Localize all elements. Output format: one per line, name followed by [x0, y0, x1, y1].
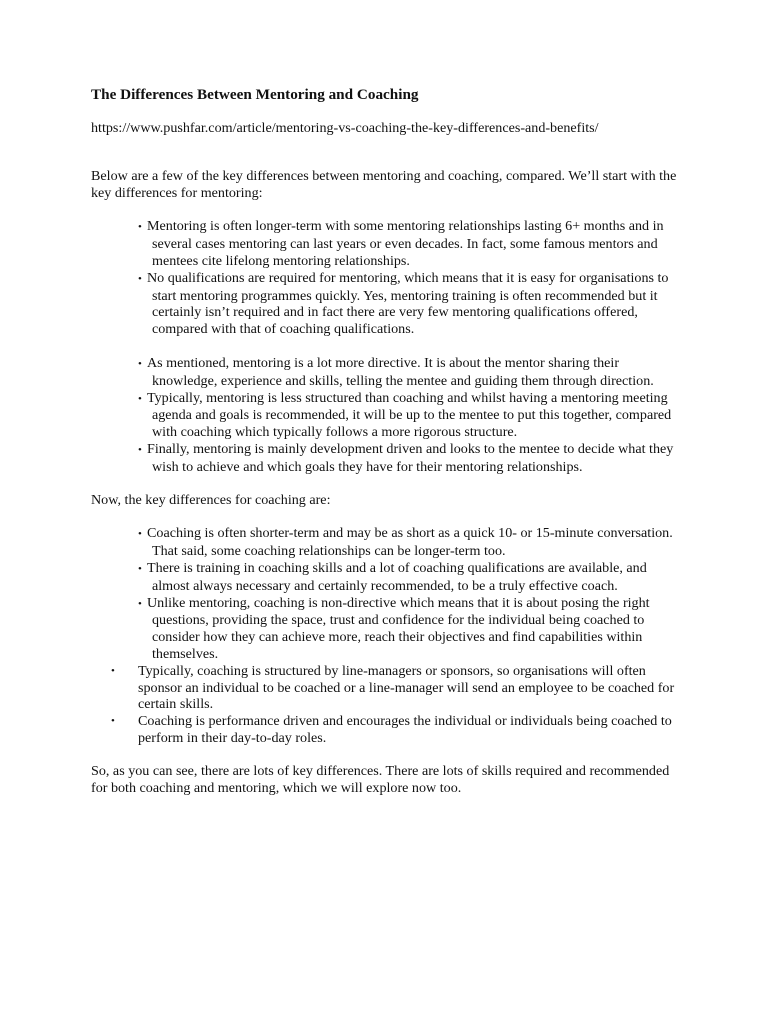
document-title: The Differences Between Mentoring and Coaching — [91, 86, 419, 103]
list-item-text: Coaching is often shorter-term and may be as short as a quick 10- or 15-minute conversation. That said, some coaching relationships can be longer-term too. — [147, 525, 673, 560]
list-item-text: As mentioned, mentoring is a lot more directive. It is about the mentor sharing their knowledge, experience and skills, telling the mentee and guiding them through direction. — [147, 354, 654, 389]
list-item — [91, 355, 681, 390]
list-item — [91, 525, 681, 560]
bullet-icon: • — [138, 221, 142, 234]
bullet-icon: • — [111, 664, 115, 677]
list-item-text: Unlike mentoring, coaching is non-directive which means that it is about posing the right questions, providing the space, trust and confidence for the individual being coached to consider how they can achieve more, reach their objectives and find capabilities within themselves. — [147, 594, 650, 662]
conclusion-paragraph: So, as you can see, there are lots of key differences. There are lots of skills required and recommended for both coaching and mentoring, which we will explore now too. — [91, 762, 670, 796]
list-item-text: Typically, mentoring is less structured than coaching and whilst having a mentoring meeting agenda and goals is recommended, it will be up to the mentee to put this together, compared with coaching which typically follows a more rigorous structure. — [147, 389, 672, 441]
list-item — [91, 270, 681, 338]
list-item-text: No qualifications are required for mentoring, which means that it is easy for organisations to start mentoring programmes quickly. Yes, mentoring training is often recommended but it certainly isn’t required and in fact there are very few mentoring qualifications offered, compared with that of coaching qualifications. — [147, 269, 669, 338]
list-item — [91, 218, 681, 269]
list-item — [91, 713, 681, 747]
bullet-icon: • — [111, 715, 115, 728]
list-item — [91, 663, 681, 713]
bullet-icon: • — [138, 357, 142, 370]
list-item-text: Coaching is performance driven and encourages the individual or individuals being coached to perform in their day-to-day roles. — [138, 713, 672, 746]
bullet-icon: • — [138, 528, 142, 541]
bullet-icon: • — [138, 562, 142, 575]
coaching-intro: Now, the key differences for coaching are: — [91, 491, 331, 508]
coaching-list-b — [91, 663, 681, 747]
mentoring-list-a — [91, 218, 681, 338]
bullet-icon: • — [138, 597, 142, 610]
list-item-text: Typically, coaching is structured by line-managers or sponsors, so organisations will often sponsor an individual to be coached or a line-manager will send an employee to be coached for certain skills. — [138, 662, 675, 713]
bullet-icon: • — [138, 272, 142, 285]
list-item — [91, 595, 681, 663]
list-item-text: Finally, mentoring is mainly development driven and looks to the mentee to decide what they wish to achieve and which goals they have for their mentoring relationships. — [147, 440, 674, 475]
list-item-text: There is training in coaching skills and a lot of coaching qualifications are available, and almost always necessary and certainly recommended, to be a truly effective coach. — [147, 559, 647, 594]
bullet-icon: • — [138, 392, 142, 405]
list-item — [91, 441, 681, 476]
source-url: https://www.pushfar.com/article/mentoring-vs-coaching-the-key-differences-and-benefits/ — [91, 120, 599, 136]
intro-paragraph: Below are a few of the key differences between mentoring and coaching, compared. We’ll start with the key differences for mentoring: — [91, 167, 677, 201]
list-item-text: Mentoring is often longer-term with some mentoring relationships lasting 6+ months and in several cases mentoring can last years or even decades. In fact, some famous mentors and mentees cite lifelong mentoring relationships. — [147, 218, 664, 269]
coaching-list-a — [91, 525, 681, 662]
mentoring-list-b — [91, 355, 681, 476]
list-item — [91, 560, 681, 595]
bullet-icon: • — [138, 443, 142, 456]
document-page — [91, 86, 681, 796]
list-item — [91, 390, 681, 441]
